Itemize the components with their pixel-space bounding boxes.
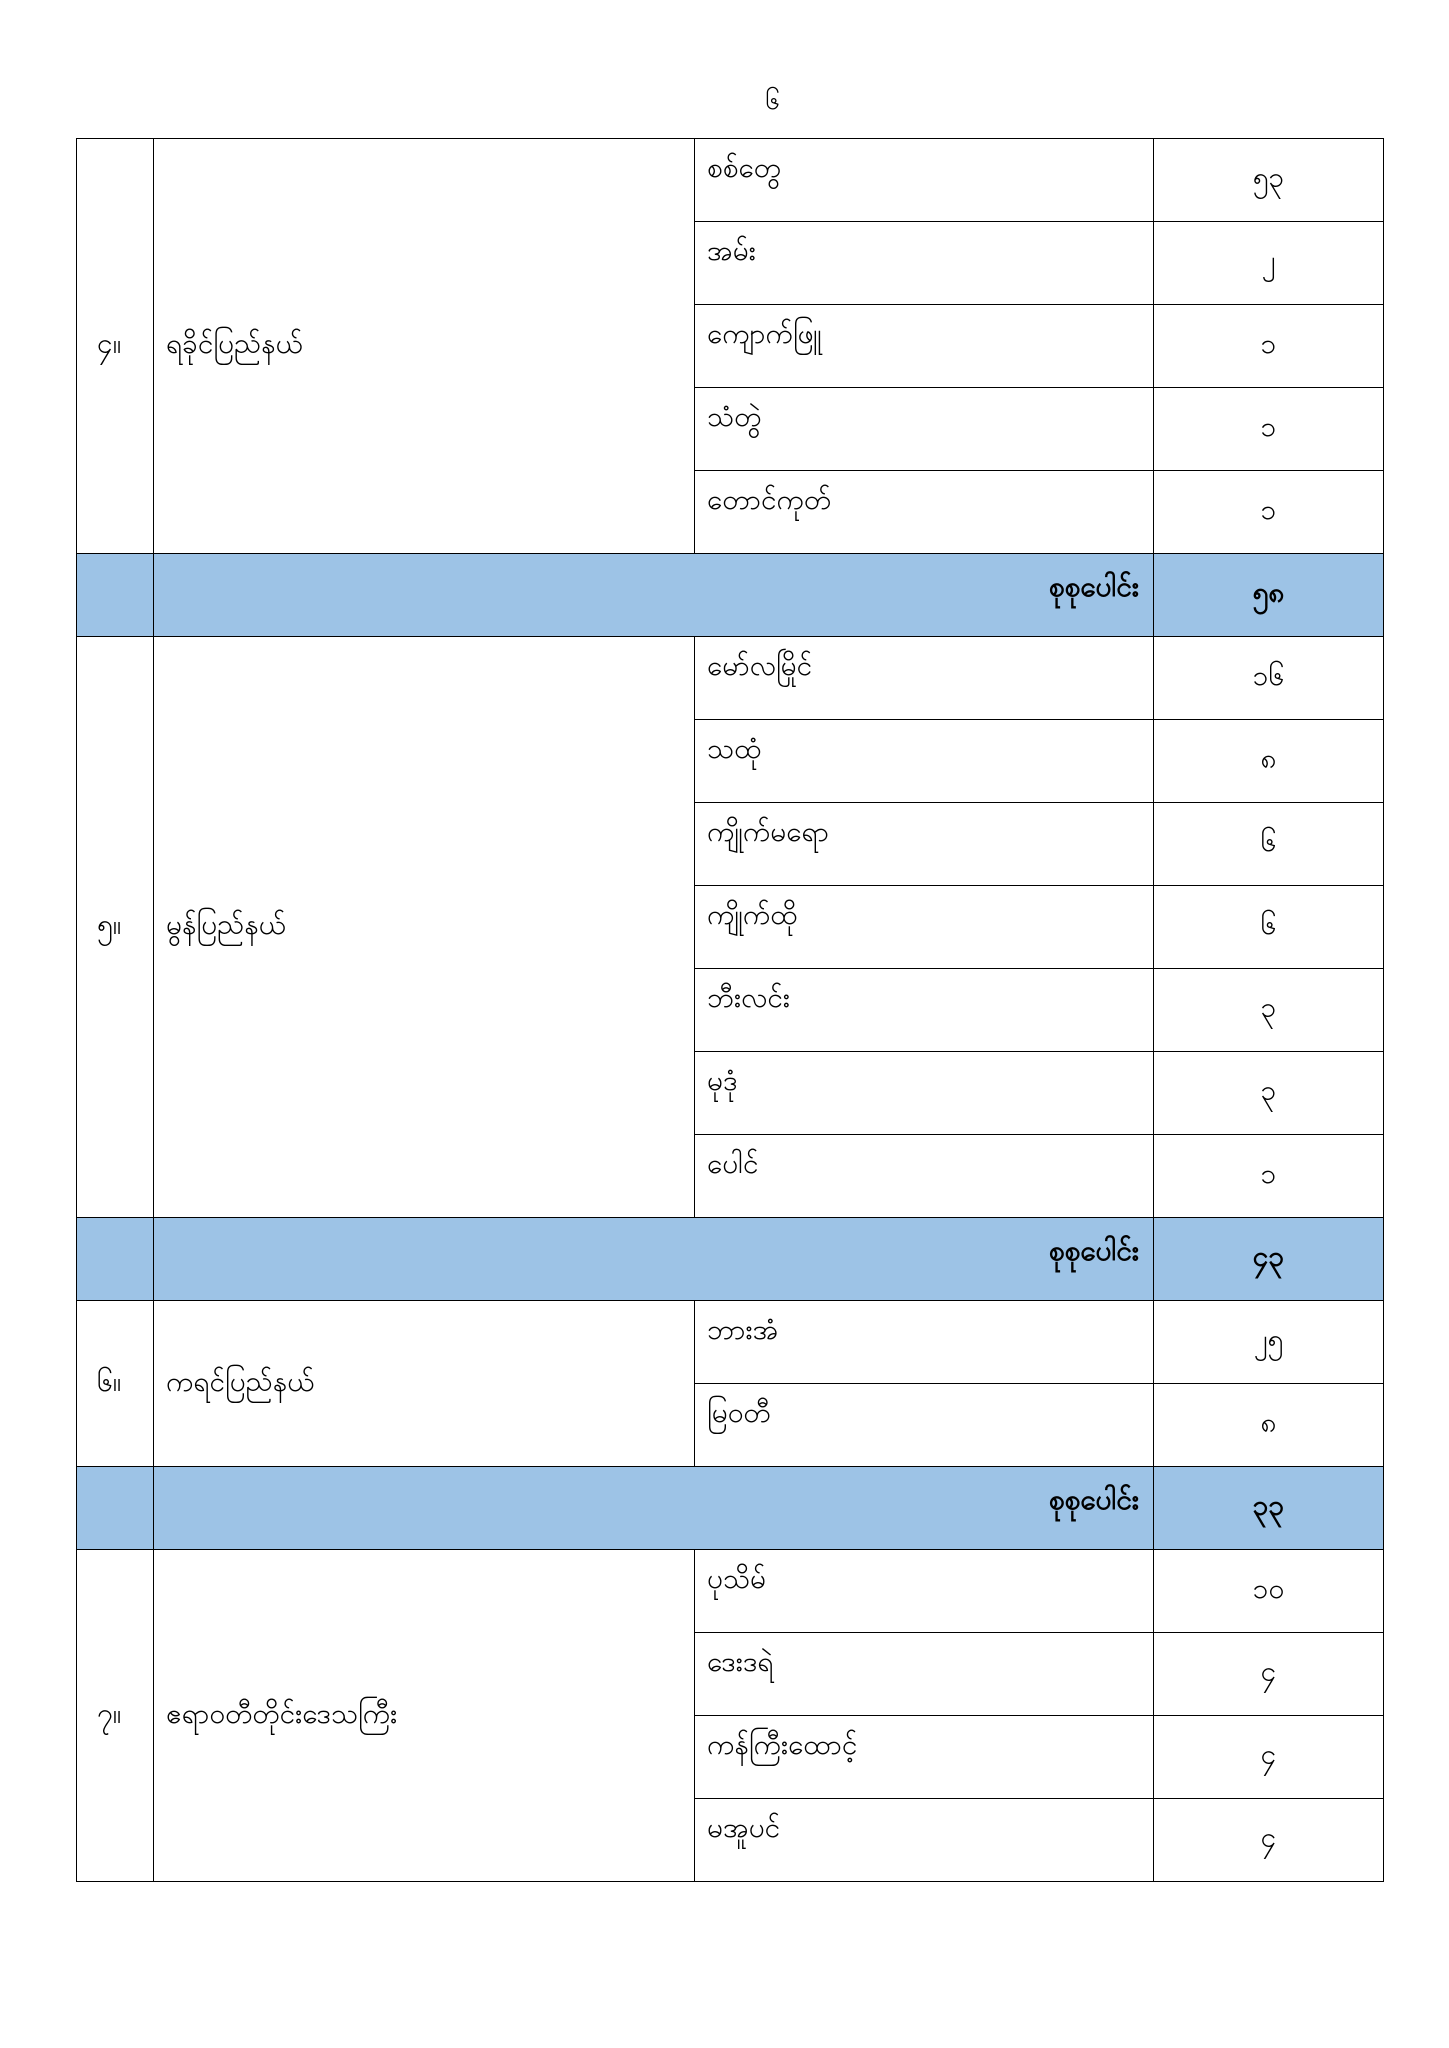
township-count: ၆ <box>1154 886 1384 969</box>
total-label: စုစုပေါင်း <box>154 554 1154 637</box>
township-count: ၁ <box>1154 1135 1384 1218</box>
table-row <box>77 139 1384 222</box>
township-name: ကျိုက်မရော <box>695 803 1154 886</box>
township-name: ဘီးလင်း <box>695 969 1154 1052</box>
township-count: ၂၅ <box>1154 1301 1384 1384</box>
total-label: စုစုပေါင်း <box>154 1467 1154 1550</box>
group-number: ၅။ <box>77 637 154 1218</box>
township-count: ၅၃ <box>1154 139 1384 222</box>
total-row <box>77 554 1384 637</box>
township-count: ၁၀ <box>1154 1550 1384 1633</box>
total-value: ၅၈ <box>1154 554 1384 637</box>
township-name: ကျိုက်ထို <box>695 886 1154 969</box>
township-name: တောင်ကုတ် <box>695 471 1154 554</box>
group-number: ၆။ <box>77 1301 154 1467</box>
township-name: ကျောက်ဖြူ <box>695 305 1154 388</box>
group-number: ၇။ <box>77 1550 154 1882</box>
township-count: ၆ <box>1154 803 1384 886</box>
township-count: ၁ <box>1154 471 1384 554</box>
total-row <box>77 1467 1384 1550</box>
township-count: ၄ <box>1154 1799 1384 1882</box>
region-name: ရခိုင်ပြည်နယ် <box>154 139 695 554</box>
township-count: ၄ <box>1154 1633 1384 1716</box>
township-count: ၁ <box>1154 305 1384 388</box>
total-blank-cell <box>77 554 154 637</box>
table-row <box>77 1301 1384 1384</box>
township-name: မော်လမြိုင် <box>695 637 1154 720</box>
township-name: သံတွဲ <box>695 388 1154 471</box>
total-row <box>77 1218 1384 1301</box>
township-count: ၃ <box>1154 969 1384 1052</box>
total-blank-cell <box>77 1467 154 1550</box>
township-name: မြဝတီ <box>695 1384 1154 1467</box>
region-name: ဧရာဝတီတိုင်းဒေသကြီး <box>154 1550 695 1882</box>
township-count: ၁ <box>1154 388 1384 471</box>
township-name: ဘားအံ <box>695 1301 1154 1384</box>
page-number: ၆ <box>765 86 780 116</box>
township-name: ပုသိမ် <box>695 1550 1154 1633</box>
township-name: မအူပင် <box>695 1799 1154 1882</box>
township-table <box>76 138 1384 1882</box>
township-name: ကန်ကြီးထောင့် <box>695 1716 1154 1799</box>
township-count: ၂ <box>1154 222 1384 305</box>
total-value: ၄၃ <box>1154 1218 1384 1301</box>
township-name: သထုံ <box>695 720 1154 803</box>
township-count: ၈ <box>1154 1384 1384 1467</box>
total-value: ၃၃ <box>1154 1467 1384 1550</box>
township-name: မုဒုံ <box>695 1052 1154 1135</box>
total-label: စုစုပေါင်း <box>154 1218 1154 1301</box>
table-row <box>77 637 1384 720</box>
township-count: ၃ <box>1154 1052 1384 1135</box>
township-name: ဒေးဒရဲ <box>695 1633 1154 1716</box>
township-count: ၈ <box>1154 720 1384 803</box>
township-name: အမ်း <box>695 222 1154 305</box>
region-name: ကရင်ပြည်နယ် <box>154 1301 695 1467</box>
total-blank-cell <box>77 1218 154 1301</box>
township-name: စစ်တွေ <box>695 139 1154 222</box>
group-number: ၄။ <box>77 139 154 554</box>
township-count: ၄ <box>1154 1716 1384 1799</box>
region-name: မွန်ပြည်နယ် <box>154 637 695 1218</box>
township-name: ပေါင် <box>695 1135 1154 1218</box>
table-row <box>77 1550 1384 1633</box>
township-count: ၁၆ <box>1154 637 1384 720</box>
